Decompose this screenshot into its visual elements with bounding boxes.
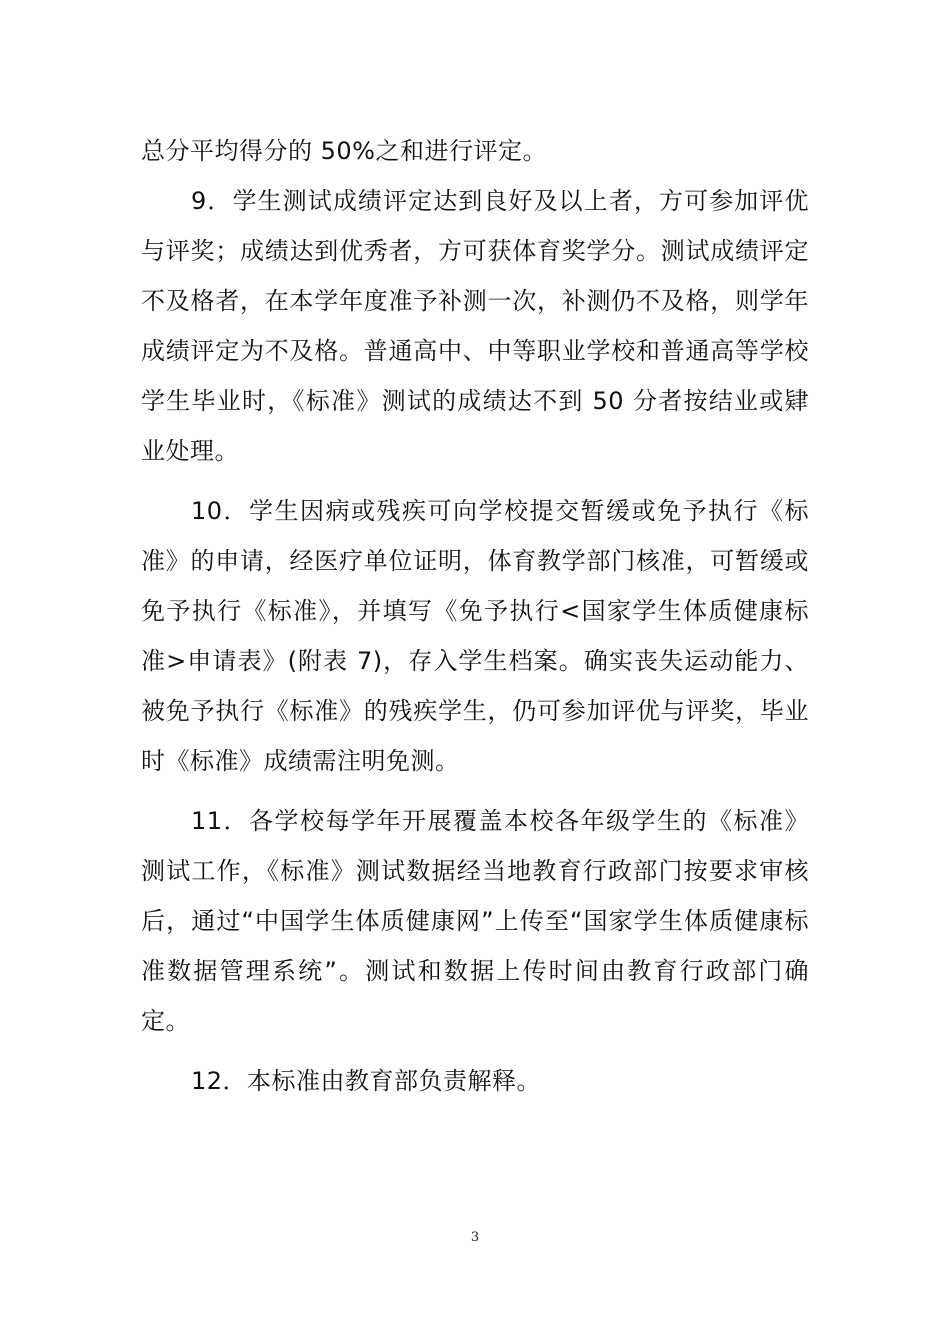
- document-body: [141, 126, 809, 1106]
- paragraph-item-10: 10．学生因病或残疾可向学校提交暂缓或免予执行《标准》的申请，经医疗单位证明，体育教学部门核准，可暂缓或免予执行《标准》，并填写《免予执行<国家学生体质健康标准>申请表》(附表 7)，存入学生档案。确实丧失运动能力、被免予执行《标准》的残疾学生，仍可参加评优与评奖，毕业时《标准》成绩需注明免测。: [141, 497, 809, 775]
- paragraph-gap: [141, 1046, 809, 1056]
- paragraph-gap: [141, 476, 809, 486]
- paragraph-item-11: 11．各学校每学年开展覆盖本校各年级学生的《标准》测试工作，《标准》测试数据经当地教育行政部门按要求审核后，通过“中国学生体质健康网”上传至“国家学生体质健康标准数据管理系统”。测试和数据上传时间由教育行政部门确定。: [141, 807, 809, 1035]
- paragraph-continuation: 总分平均得分的 50%之和进行评定。: [141, 137, 547, 165]
- page-number: 3: [470, 1230, 480, 1245]
- paragraph-item-12: 12．本标准由教育部负责解释。: [191, 1067, 542, 1095]
- paragraph-item-9: 9．学生测试成绩评定达到良好及以上者，方可参加评优与评奖；成绩达到优秀者，方可获体育奖学分。测试成绩评定不及格者，在本学年度准予补测一次，补测仍不及格，则学年成绩评定为不及格。普通高中、中等职业学校和普通高等学校学生毕业时，《标准》测试的成绩达不到 50 分者按结业或肄业处理。: [141, 187, 809, 465]
- paragraph-gap: [141, 786, 809, 796]
